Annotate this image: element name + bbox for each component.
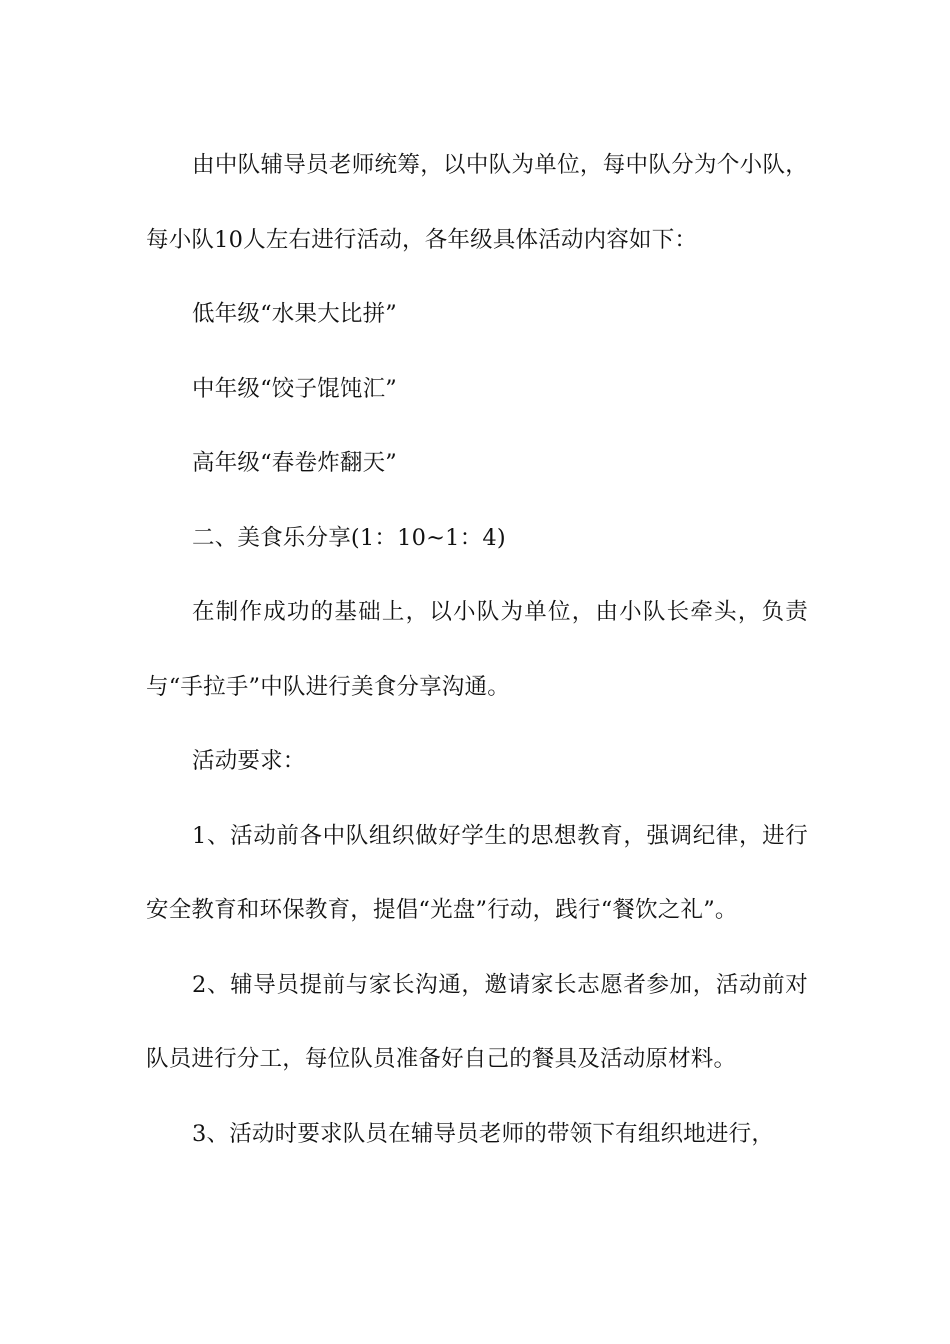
- paragraph-lower-grade: 低年级“水果大比拼”: [192, 301, 398, 327]
- paragraph-requirements-heading: 活动要求：: [192, 748, 306, 774]
- paragraph-middle-grade: 中年级“饺子馄饨汇”: [192, 375, 398, 402]
- paragraph-requirement-1: 1、活动前各中队组织做好学生的思想教育，强调纪律，进行安全教育和环保教育，提倡“光盘”行动，践行“餐饮之礼”。: [146, 822, 808, 923]
- document-body: [146, 128, 808, 1171]
- paragraph-sharing-description: 在制作成功的基础上，以小队为单位，由小队长牵头，负责与“手拉手”中队进行美食分享沟通。: [146, 599, 808, 700]
- section-heading-food-sharing: 二、美食乐分享(1：10~1：4): [192, 524, 506, 551]
- paragraph-upper-grade: 高年级“春卷炸翻天”: [192, 450, 398, 476]
- paragraph-organization: 由中队辅导员老师统筹，以中队为单位，每中队分为个小队，每小队10人左右进行活动，各年级具体活动内容如下：: [146, 152, 808, 253]
- paragraph-requirement-2: 2、辅导员提前与家长沟通，邀请家长志愿者参加，活动前对队员进行分工，每位队员准备好自己的餐具及活动原材料。: [146, 971, 808, 1072]
- paragraph-requirement-3: 3、活动时要求队员在辅导员老师的带领下有组织地进行，: [192, 1120, 775, 1147]
